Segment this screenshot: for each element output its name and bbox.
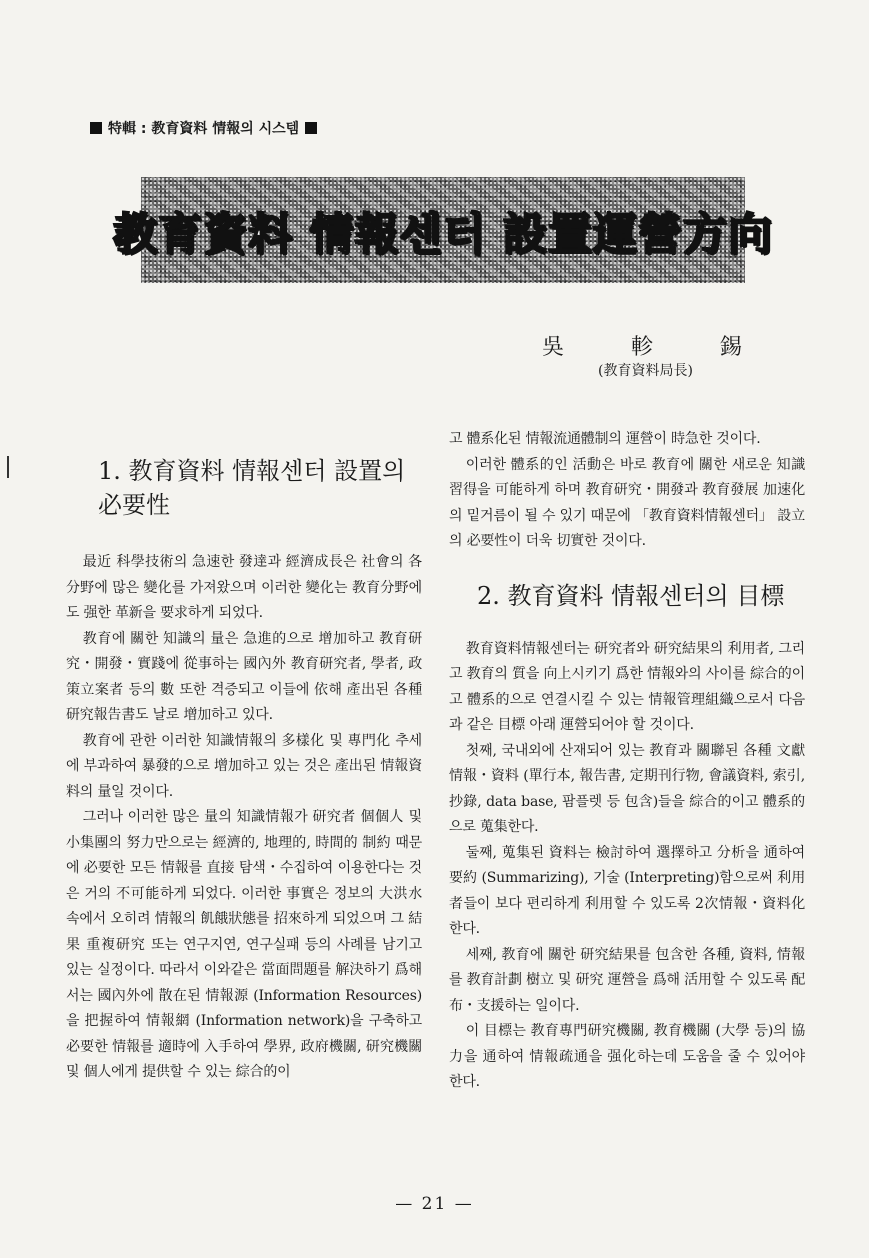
page-number: — 21 — [395, 1194, 474, 1214]
article-title: 教育資料 情報센터 設置運營方向 [113, 209, 773, 260]
paragraph: 고 體系化된 情報流通體制의 運營이 時急한 것이다. [449, 431, 761, 447]
square-bullet-icon [305, 122, 317, 134]
section-2-heading: 2. 教育資料 情報센터의 目標 [477, 581, 785, 610]
paragraph: 세째, 教育에 關한 研究結果를 包含한 各種, 資料, 情報를 教育計劃 樹立 및 研究 運營을 爲해 活用할 수 있도록 配布・支援하는 일이다. [449, 946, 805, 1014]
margin-mark [7, 456, 9, 478]
author-name [542, 330, 742, 361]
author-affiliation: (教育資料局長) [598, 363, 693, 379]
paragraph: 둘째, 蒐集된 資料는 檢討하여 選擇하고 分析을 通하여 要約 (Summarizing), 기술 (Interpreting)함으로써 利用者들이 보다 편리하게 利用할 수 있도록 2次情報・資料化한다. [449, 844, 805, 937]
paragraph: 이러한 體系的인 活動은 바로 教育에 關한 새로운 知識習得을 可能하게 하며 教育研究・開發과 教育發展 加速化의 밑거름이 될 수 있기 때문에 「教育資料情報센터」 設立의 必要性이 더욱 切實한 것이다. [449, 456, 805, 549]
title-banner [113, 177, 773, 283]
paragraph: 이 目標는 教育專門研究機關, 教育機關 (大學 등)의 協力을 通하여 情報疏通을 强化하는데 도움을 줄 수 있어야 한다. [449, 1023, 805, 1090]
square-bullet-icon [90, 122, 102, 134]
section-1-heading: 1. 教育資料 情報센터 設置의 必要性 [98, 457, 406, 519]
paragraph: 教育에 關한 知識의 量은 急進的으로 增加하고 教育研究・開發・實踐에 從事하는 國內外 教育研究者, 學者, 政策立案者 등의 數 또한 격증되고 이들에 依해 產出된 各種 研究報告書도 날로 增加하고 있다. [66, 630, 422, 723]
kicker-text: 特輯 : 教育資料 情報의 시스템 [108, 121, 300, 137]
paragraph: 教育資料情報센터는 研究者와 研究結果의 利用者, 그리고 教育의 質을 向上시키기 爲한 情報와의 사이를 綜合的이고 體系的으로 연결시킬 수 있는 情報管理組織으로서 다음과 같은 目標 아래 運營되어야 할 것이다. [449, 640, 805, 733]
paragraph: 教育에 관한 이러한 知識情報의 多樣化 및 專門化 추세에 부과하여 暴發的으로 增加하고 있는 것은 產出된 情報資料의 量일 것이다. [66, 732, 422, 800]
author-char: 錫 [719, 335, 742, 360]
section-kicker [90, 118, 317, 138]
author-char: 軫 [630, 335, 653, 360]
paragraph: 最近 科學技術의 急速한 發達과 經濟成長은 社會의 各 分野에 많은 變化를 가져왔으며 이러한 變化는 教育分野에도 强한 革新을 要求하게 되었다. [66, 554, 422, 621]
right-column [449, 427, 805, 1096]
left-column [66, 440, 422, 1086]
author-char: 吳 [542, 335, 565, 360]
paragraph: 그러나 이러한 많은 量의 知識情報가 研究者 個個人 및 小集團의 努力만으로는 經濟的, 地理的, 時間的 制約 때문에 必要한 모든 情報를 直接 탐색・수집하여 이용한다는 것은 거의 不可能하게 되었다. 이러한 事實은 정보의 大洪水 속에서 오히려 情報의 飢餓狀態를 招來하게 되었으며 그 結果 重複研究 또는 연구지연, 연구실패 등의 사례를 남기고 있는 실정이다. 따라서 이와같은 當面問題를 解決하기 爲해서는 國內外에 散在된 情報源 (Information Resources)을 把握하여 情報網 (Information network)을 구축하고 必要한 情報를 適時에 入手하여 學界, 政府機關, 研究機關 및 個人에게 提供할 수 있는 綜合的이 [66, 809, 422, 1080]
paragraph: 첫째, 국내외에 산재되어 있는 教育과 關聯된 各種 文獻情報・資料 (單行本, 報告書, 定期刊行物, 會議資料, 索引, 抄錄, data base, 팜플렛 등 包含)들을 綜合的이고 體系的으로 蒐集한다. [449, 742, 805, 835]
